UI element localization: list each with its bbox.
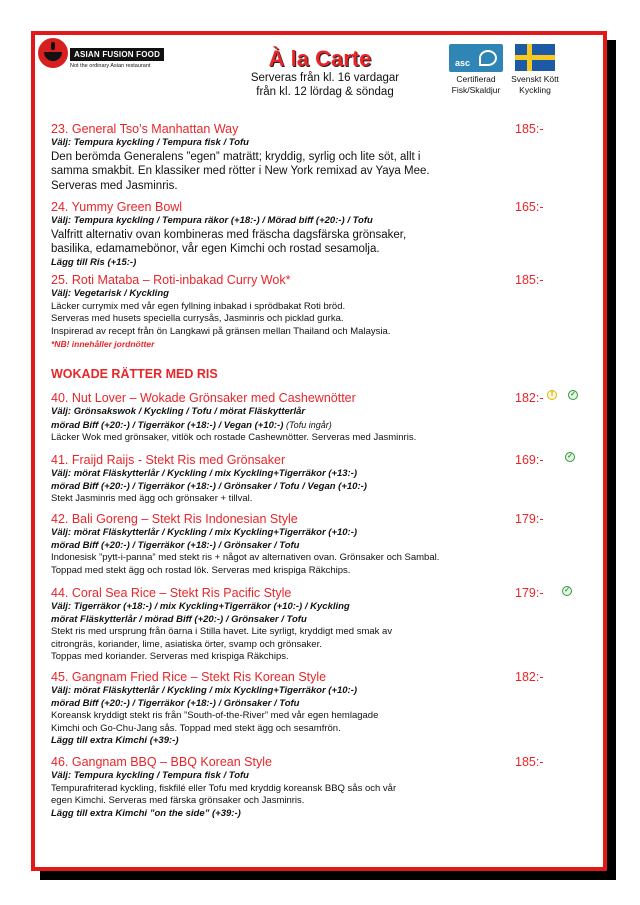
item-name: 46. Gangnam BBQ – BBQ Korean Style — [51, 755, 272, 769]
logo-name: ASIAN FUSION FOOD — [70, 48, 164, 61]
item-options: Välj: Tempura kyckling / Tempura fisk / Tofu — [51, 137, 249, 148]
menu-item-23 — [51, 122, 521, 193]
item-description: Indonesisk ”pytt-i-panna” med stekt ris + något av alternativen ovan. Grönsaker och Sambal. — [51, 552, 440, 563]
item-description: Toppad med stekt ägg och rostad lök. Serveras med krispiga Räkchips. — [51, 564, 351, 576]
item-options-note: (Tofu ingår) — [286, 419, 332, 430]
item-options: Välj: mörat Fläskytterlår / Kyckling / mix Kyckling+Tigerräkor (+10:-) — [51, 685, 358, 696]
item-options: Välj: mörat Fläskytterlår / Kyckling / mix Kyckling+Tigerräkor (+13:-) — [51, 468, 358, 479]
item-options: mörad Biff (+20:-) / Tigerräkor (+18:-) / Grönsaker / Tofu / Vegan (+10:-) — [51, 480, 367, 492]
item-price: 169:- — [515, 453, 544, 467]
item-description: Läcker Wok med grönsaker, vitlök och rostade Cashewnötter. Serveras med Jasminris. — [51, 432, 417, 443]
page-title: À la Carte — [268, 46, 372, 71]
fish-icon — [479, 50, 497, 66]
item-description: Stekt Jasminris med ägg och grönsaker + tillval. — [51, 493, 253, 504]
item-name: 42. Bali Goreng – Stekt Ris Indonesian Style — [51, 512, 298, 526]
item-name: 24. Yummy Green Bowl — [51, 200, 183, 214]
menu-item-46 — [51, 755, 521, 820]
asc-caption-line1: Certifierad — [456, 74, 496, 84]
item-options: mörad Biff (+20:-) / Tigerräkor (+18:-) / Grönsaker / Tofu — [51, 697, 300, 709]
item-options: mörat Fläskytterlår / mörad Biff (+20:-) / Grönsaker / Tofu — [51, 613, 307, 625]
item-name: 23. General Tso’s Manhattan Way — [51, 122, 239, 136]
vegan-check-icon: ✓ — [565, 452, 575, 462]
menu-item-41 — [51, 453, 521, 506]
menu-item-45 — [51, 670, 521, 748]
menu-item-40 — [51, 391, 521, 445]
asc-caption — [446, 74, 506, 96]
item-price: 165:- — [515, 200, 544, 214]
vegan-check-icon: ✓ — [568, 390, 578, 400]
item-extra: Lägg till extra Kimchi (+39:-) — [51, 735, 179, 746]
item-description: Kimchi och Go-Chu-Jang sås. Toppad med stekt ägg och sesamfrön. — [51, 722, 341, 734]
asc-caption-line2: Fisk/Skaldjur — [451, 85, 501, 95]
item-name: 40. Nut Lover – Wokade Grönsaker med Cashewnötter — [51, 391, 356, 405]
section-title: WOKADE RÄTTER MED RIS — [51, 367, 218, 381]
item-price: 185:- — [515, 273, 544, 287]
item-description: Serveras med husets speciella currysås, Jasminris och picklad gurka. — [51, 313, 344, 324]
item-description: Stekt ris med ursprung från öarna i Stilla havet. Lite syrligt, kryddigt med smak av — [51, 626, 393, 637]
menu-item-25 — [51, 273, 521, 350]
menu-item-42 — [51, 512, 521, 577]
item-options: mörad Biff (+20:-) / Tigerräkor (+18:-) / Grönsaker / Tofu — [51, 539, 300, 551]
item-description: Tempurafriterad kyckling, fiskfilé eller Tofu med kryddig koreansk BBQ sås och vår — [51, 782, 397, 794]
item-description: Den berömda Generalens ”egen” maträtt; kryddig, syrlig och lite söt, allt i — [51, 150, 421, 163]
serving-hours-weekend: från kl. 12 lördag & söndag — [256, 86, 394, 98]
serving-hours-weekday: Serveras från kl. 16 vardagar — [250, 72, 400, 84]
logo-tagline: Not the ordinary Asian restaurant — [70, 63, 151, 69]
asc-logo-text: asc — [455, 58, 471, 68]
item-extra: Lägg till Ris (+15:-) — [51, 256, 137, 268]
flag-caption — [505, 74, 565, 96]
item-description: Toppas med koriander. Serveras med krispiga Räkchips. — [51, 651, 289, 662]
item-name: 25. Roti Mataba – Roti-inbakad Curry Wok* — [51, 273, 291, 287]
item-price: 179:- — [515, 512, 544, 526]
asc-logo-icon — [449, 44, 503, 72]
item-options: Välj: Tigerräkor (+18:-) / mix Kyckling+Tigerräkor (+10:-) / Kyckling — [51, 601, 350, 612]
item-name: 45. Gangnam Fried Rice – Stekt Ris Korean Style — [51, 670, 327, 684]
item-options: Välj: Vegetarisk / Kyckling — [51, 288, 169, 299]
item-options: Välj: Tempura kyckling / Tempura räkor (+18:-) / Mörad biff (+20:-) / Tofu — [51, 215, 373, 226]
item-description: citrongräs, koriander, lime, asiatiska örter, svamp och grönsaker. — [51, 638, 322, 650]
vegan-check-icon: ✓ — [562, 586, 572, 596]
flag-caption-line2: Kyckling — [519, 85, 551, 95]
item-description: Koreansk kryddigt stekt ris från ”South-of-the-River” med vår egen hemlagade — [51, 710, 379, 721]
item-description: Serveras med Jasminris. — [51, 179, 178, 192]
item-options — [51, 419, 521, 433]
item-description: Inspirerad av recept från ön Langkawi på gränsen mellan Thailand och Malaysia. — [51, 325, 391, 337]
menu-item-24 — [51, 200, 521, 269]
item-name: 41. Fraijd Raijs - Stekt Ris med Grönsaker — [51, 453, 286, 467]
item-name: 44. Coral Sea Rice – Stekt Ris Pacific Style — [51, 586, 292, 600]
item-price: 182:- — [515, 670, 544, 684]
item-extra: Lägg till extra Kimchi ”on the side” (+39:-) — [51, 807, 241, 819]
item-price: 182:- — [515, 391, 544, 405]
item-options: Välj: mörat Fläskytterlår / Kyckling / mix Kyckling+Tigerräkor (+10:-) — [51, 527, 358, 538]
item-options: Välj: Tempura kyckling / Tempura fisk / Tofu — [51, 770, 249, 781]
item-price: 185:- — [515, 122, 544, 136]
item-price: 185:- — [515, 755, 544, 769]
menu-item-44 — [51, 586, 521, 664]
item-description: samma smakbit. En klassiker med rötter i New York remixad av Yaya Mee. — [51, 165, 430, 177]
item-price: 179:- — [515, 586, 544, 600]
bulb-icon: ! — [547, 390, 557, 400]
allergy-note: *NB! innehåller jordnötter — [51, 339, 155, 349]
item-description: basilika, edamamebönor, vår egen Kimchi och rostad sesamolja. — [51, 243, 380, 255]
swedish-flag-icon — [515, 44, 555, 71]
item-description: Valfritt alternativ ovan kombineras med fräscha dagsfärska grönsaker, — [51, 228, 407, 241]
item-description: egen Kimchi. Serveras med färska grönsaker och Jasminris. — [51, 795, 305, 806]
item-description: Läcker currymix med vår egen fyllning inbakad i sprödbakat Roti bröd. — [51, 300, 346, 312]
item-options-line: mörad Biff (+20:-) / Tigerräkor (+18:-) / Vegan (+10:-) — [51, 419, 284, 431]
item-options: Välj: Grönsakswok / Kyckling / Tofu / mörat Fläskytterlår — [51, 406, 306, 417]
flag-caption-line1: Svenskt Kött — [511, 74, 559, 84]
